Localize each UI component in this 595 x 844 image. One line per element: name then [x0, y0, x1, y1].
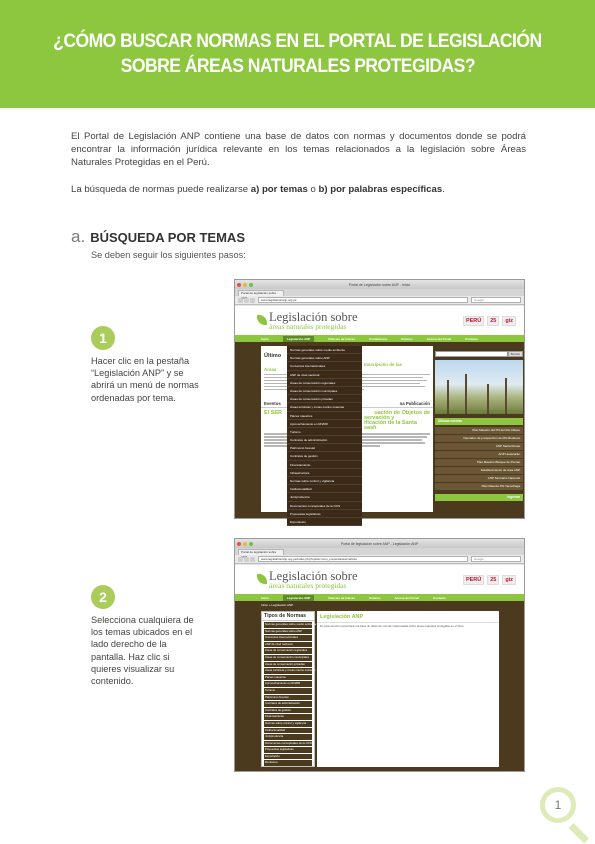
browser-tab[interactable]: Portal de legislación sobre [238, 549, 284, 555]
browser-tab[interactable]: Portal de legislación sobre [238, 290, 284, 296]
window-titlebar [235, 539, 524, 548]
browser-toolbar [235, 555, 524, 564]
search-methods-suffix: . [442, 184, 445, 195]
tipos-de-normas-panel [261, 611, 315, 767]
norm-type-item[interactable]: Contratos de administración [264, 701, 312, 707]
norm-type-item[interactable]: Monitoreo [264, 760, 312, 766]
dropdown-item[interactable]: Infraestructura [287, 469, 362, 477]
norm-type-item[interactable]: Propuestas legislativas [264, 747, 312, 753]
magnifier-handle-icon [569, 823, 590, 844]
norm-type-item[interactable]: Patrimonio forestal [264, 695, 312, 701]
norm-type-item[interactable]: Institucionalidad [264, 728, 312, 734]
aside-link[interactable]: Plan Maestro PN Yanachaga [435, 483, 523, 490]
panel-title: Tipos de Normas [262, 612, 314, 621]
nav-acerca[interactable]: Acerca del Portal [394, 595, 419, 600]
partner-logo-25: 25 [487, 316, 499, 326]
logo-line-1: Legislación sobre [269, 309, 358, 324]
partner-logo-peru: PERÚ [463, 575, 484, 585]
nav-legislacion-anp[interactable]: Legislación ANP [283, 336, 315, 342]
events-heading: Eventos [264, 401, 281, 407]
portal-page [235, 565, 524, 771]
nav-legislacion-anp[interactable]: Legislación ANP [283, 595, 315, 601]
norm-type-item[interactable]: ANP de nivel nacional [264, 642, 312, 648]
search-methods-middle: o [307, 184, 319, 195]
search-methods-prefix: La búsqueda de normas puede realizarse [71, 184, 251, 195]
norm-type-item[interactable]: Planes maestros [264, 675, 312, 681]
browser-toolbar [235, 296, 524, 305]
nav-contacto[interactable]: Contacto [432, 595, 446, 600]
search-method-a: a) por temas [250, 184, 308, 195]
steps-intro: Se deben seguir los siguientes pasos: [91, 250, 246, 260]
legislacion-main-column [317, 611, 499, 767]
logo-line-2: áreas naturales protegidas [269, 581, 347, 590]
dropdown-item[interactable]: Propuestas legislativas [287, 510, 362, 518]
aside-link[interactable]: Establecimiento de área ANP [435, 467, 523, 474]
partner-logo-25: 25 [487, 575, 499, 585]
partner-logos [460, 575, 516, 585]
screenshot-portal-home [234, 279, 525, 524]
address-bar[interactable]: www.legislacionanp.org.pe/index.php?option=com_content&view=article [258, 556, 468, 562]
aside-link[interactable]: ANP Santuario Nacional [435, 475, 523, 482]
nav-inicio[interactable]: Inicio [261, 595, 269, 600]
news2-title-d[interactable]: ificación de la Santa [364, 420, 417, 427]
partner-logo-peru: PERÚ [463, 316, 484, 326]
dropdown-item[interactable]: Jurisprudencia [287, 493, 362, 501]
news2-title-c[interactable]: servación y [364, 415, 395, 422]
reload-icon[interactable] [250, 298, 255, 303]
norm-type-item[interactable]: Contratos de gestión [264, 708, 312, 714]
page-number: 1 [554, 798, 562, 812]
leaf-logo-icon [257, 315, 267, 325]
dropdown-item[interactable]: Institucionalidad [287, 485, 362, 493]
aside-link[interactable]: ANP Santa Rosas [435, 443, 523, 450]
nav-contacto[interactable]: Contacto [465, 336, 479, 341]
portal-logo[interactable] [269, 311, 358, 331]
step-2-badge: 2 [91, 585, 115, 609]
legislacion-dropdown-menu [287, 346, 362, 526]
section-letter: a. [71, 227, 86, 246]
norm-type-item[interactable]: Jurisprudencia [264, 734, 312, 740]
dropdown-item[interactable]: Convenios internacionales [287, 362, 362, 370]
dropdown-item[interactable]: Financiamiento [287, 461, 362, 469]
news2-title-a[interactable]: El SER [264, 410, 283, 417]
portal-body [235, 601, 524, 771]
nav-acerca[interactable]: Acerca del Portal [426, 336, 452, 341]
forward-icon[interactable] [244, 298, 249, 303]
nav-contactenos[interactable]: Contáctenos [369, 336, 388, 341]
nav-enlaces[interactable]: Enlaces [401, 336, 413, 341]
norm-type-item[interactable]: Convenios Internacionales [264, 635, 312, 641]
nav-inicio[interactable]: Inicio [261, 336, 269, 341]
site-search-input[interactable] [435, 351, 508, 357]
dropdown-item[interactable]: Contratos de gestión [287, 452, 362, 460]
browser-tabbar [235, 289, 524, 296]
norm-type-item[interactable]: Financiamiento [264, 714, 312, 720]
content-text: En esta sección encontrará una base de datos de normas relacionadas sobre áreas naturales protegidas en el Perú. [320, 624, 465, 628]
partner-logos [460, 316, 516, 326]
norm-type-item[interactable]: Áreas turísticas y zonas marino costeras [265, 668, 316, 673]
news2-title-b[interactable]: uación de Objetos de [374, 410, 430, 417]
dropdown-item[interactable]: Áreas turísticas y zonas marino costeras [287, 403, 362, 411]
magnifier-icon [540, 787, 576, 823]
aside-link[interactable]: Operativo de prospección de RN Medanos [435, 435, 523, 442]
content-title: Legislación ANP [317, 611, 499, 623]
window-title: Portal de Legislación sobre ANP - Inicio [348, 282, 411, 287]
nav-enlaces[interactable]: Enlaces [369, 595, 381, 600]
section-title: BÚSQUEDA POR TEMAS [90, 230, 245, 245]
window-titlebar [235, 280, 524, 289]
aside-link[interactable]: ANP Huascarán [435, 451, 523, 458]
dropdown-item[interactable]: Normas generales sobre ANP [287, 354, 362, 362]
forest-photo [435, 360, 523, 414]
dropdown-item[interactable]: Patrimonio forestal [287, 444, 362, 452]
home-sidebar [435, 346, 523, 503]
dropdown-item[interactable]: Documentos conceptuales de la OCN [287, 502, 362, 510]
dropdown-item[interactable]: Áreas de conservación regionales [287, 379, 362, 387]
window-title: Portal de legislación sobre ANP - Legislación ANP [340, 541, 419, 546]
title-banner [0, 0, 595, 108]
search-methods-line [71, 184, 445, 195]
dropdown-item[interactable]: Áreas de conservación municipales [287, 387, 362, 395]
logo-line-2: áreas naturales protegidas [269, 322, 347, 331]
portal-page [235, 306, 524, 524]
dropdown-item[interactable]: Normas sobre control y vigilancia [287, 477, 362, 485]
leaf-logo-icon [257, 574, 267, 584]
portal-nav [235, 594, 524, 601]
portal-header [235, 306, 524, 335]
logo-line-1: Legislación sobre [269, 568, 358, 583]
intro-paragraph: El Portal de Legislación ANP contiene una base de datos con normas y documentos donde se podrá encontrar la información jurídica relevante en los temas relacionados a la legislación sobre Áreas Naturales Protegidas en el Perú. [71, 131, 526, 168]
step-1-badge: 1 [91, 326, 115, 350]
news-title-2[interactable]: Áreas [264, 367, 277, 372]
nav-noticias[interactable]: Noticias de Interés [328, 595, 356, 600]
norm-type-item[interactable]: Turismo [264, 688, 312, 694]
norm-type-item[interactable]: Normas generales sobre ANP [264, 629, 312, 635]
dropdown-item[interactable]: Normas generales sobre medio ambiente [287, 346, 362, 354]
news-title[interactable]: Inscripción de las [364, 362, 403, 367]
browser-search-box[interactable]: Google [471, 556, 521, 562]
portal-header [235, 565, 524, 594]
partner-logo-giz: giz [502, 316, 516, 326]
step-2-text: Selecciona cualquiera de los temas ubicados en el lado derecho de la pantalla. Haz clic si quieres visualizar su contenido. [91, 615, 194, 687]
news2-title-e[interactable]: sash [364, 425, 377, 432]
aside-link[interactable]: Plan Maestro Bosque de Pómac [435, 459, 523, 466]
events-heading-2: na Publicación [399, 401, 430, 407]
browser-tabbar [235, 548, 524, 555]
portal-logo[interactable] [269, 570, 358, 590]
norm-type-item[interactable]: Aprovechamiento en RN/RR [264, 681, 312, 687]
reload-icon[interactable] [250, 557, 255, 562]
dropdown-item[interactable]: Exportación [287, 518, 362, 526]
aside-link[interactable]: Plan Maestro del PN del Río Abiseo [435, 427, 523, 434]
site-search-button[interactable]: Buscar [508, 351, 523, 357]
dropdown-item[interactable]: Planes maestros [287, 412, 362, 420]
aside-login-heading[interactable]: Ingresar [435, 494, 523, 501]
home-heading: Último [264, 353, 282, 359]
dropdown-item[interactable]: Turismo [287, 428, 362, 436]
forward-icon[interactable] [244, 557, 249, 562]
step-1-text: Hacer clic en la pestaña “Legislación ANP” y se abrirá un menú de normas ordenadas por tema. [91, 356, 199, 403]
norm-type-item[interactable]: Áreas de conservación regionales [264, 648, 312, 654]
back-icon[interactable] [238, 557, 243, 562]
browser-search-box[interactable]: Google [471, 297, 521, 303]
address-bar[interactable]: www.legislacionanp.org.pe [258, 297, 468, 303]
page-title-line-2: SOBRE ÁREAS NATURALES PROTEGIDAS? [120, 55, 475, 77]
norm-type-item[interactable]: Normas sobre control y vigilancia [264, 721, 312, 727]
norm-type-item[interactable]: Normas generales sobre medio ambiente [265, 622, 317, 626]
partner-logo-giz: giz [502, 575, 516, 585]
norm-type-item[interactable]: Exportación [264, 754, 312, 760]
norm-type-item[interactable]: Áreas de conservación privadas [264, 662, 312, 668]
portal-body [235, 342, 524, 524]
aside-heading: Últimas normas [435, 418, 523, 425]
back-icon[interactable] [238, 298, 243, 303]
nav-noticias[interactable]: Noticias de Interés [328, 336, 356, 341]
screenshot-legislacion-anp [234, 538, 525, 772]
search-method-b: b) por palabras específicas [318, 184, 443, 195]
section-heading [71, 227, 245, 247]
portal-nav [235, 335, 524, 342]
dropdown-item[interactable]: Áreas de conservación privadas [287, 395, 362, 403]
norm-type-item[interactable]: Documentos conceptuales de la OCN [265, 740, 312, 745]
page-title-line-1: ¿CÓMO BUSCAR NORMAS EN EL PORTAL DE LEGISLACIÓN [53, 30, 542, 52]
dropdown-item[interactable]: ANP de nivel nacional [287, 371, 362, 379]
norm-type-item[interactable]: Áreas de conservación municipales [264, 655, 312, 661]
breadcrumb: Inicio » Legislación ANP [261, 603, 294, 607]
dropdown-item[interactable]: Contratos de administración [287, 436, 362, 444]
dropdown-item[interactable]: Aprovechamiento en RN/RR [287, 420, 362, 428]
